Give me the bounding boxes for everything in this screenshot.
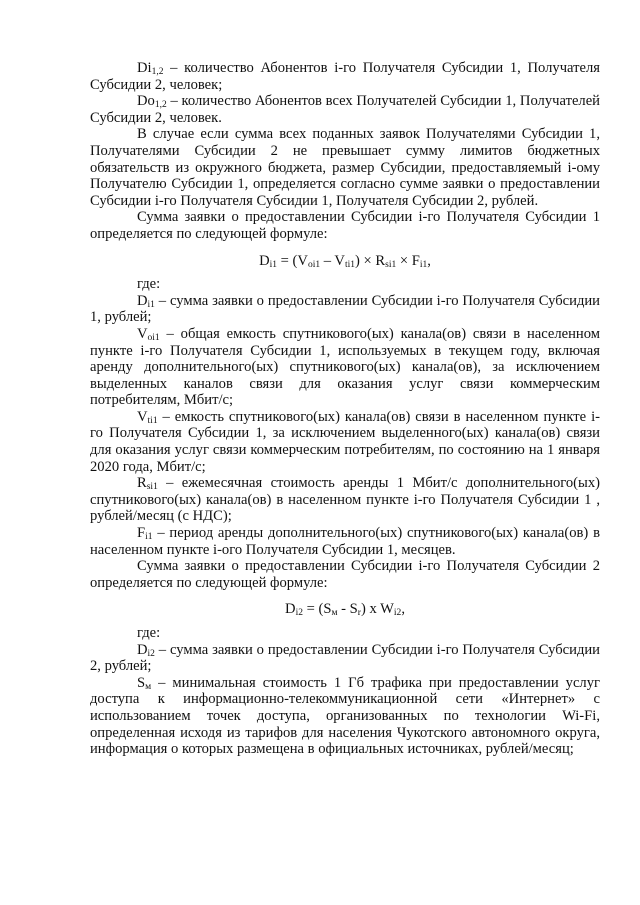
formula-subscript: м xyxy=(331,608,338,619)
formula-part: - S xyxy=(337,601,358,618)
paragraph-formula1-intro: Сумма заявки о предоставлении Субсидии i-го Получателя Субсидии 1 определяется по следующей формуле: xyxy=(90,209,600,242)
symbol-subscript: oi1 xyxy=(147,332,160,343)
formula-subsidy-2 xyxy=(90,601,600,618)
document-page xyxy=(90,60,600,758)
formula-part: – V xyxy=(320,252,345,269)
paragraph-rsi1-definition xyxy=(90,475,600,525)
formula-part: ) x W xyxy=(360,601,394,618)
where-label: где: xyxy=(137,276,161,293)
formula-subscript: r xyxy=(357,608,361,619)
formula-subscript: si1 xyxy=(385,259,397,270)
paragraph-di2-definition xyxy=(90,642,600,675)
paragraph-voi1-definition xyxy=(90,326,600,409)
definition-text: – общая емкость спутникового(ых) канала(ов) связи в населенном пункте i-го Получателя Субсидии 1, используемых в текущем году, включая аренду дополнительного(ых) спутникового(ых) канала(ов), за исключением выделенных каналов связи для оказания услуг связи коммерческим потребителям, Мбит/с; xyxy=(90,325,600,409)
where-label: где: xyxy=(137,625,161,641)
symbol: F xyxy=(137,525,146,542)
formula-subscript: i2 xyxy=(295,608,303,619)
paragraph-budget-condition: В случае если сумма всех поданных заявок Получателями Субсидии 1, Получателями Субсидии 2 не превышает сумму лимитов бюджетных обязательств из окружного бюджета, размер Субсидии, предоставляемый i-ому Получателю Субсидии 1, определяется согласно сумме заявки о предоставлении Субсидии i-го Получателя Субсидии 1, Получателя Субсидии 2, рублей. xyxy=(90,126,600,209)
symbol: D xyxy=(137,292,148,309)
symbol-subscript: ti1 xyxy=(147,415,158,426)
paragraph-di-definition xyxy=(90,60,600,93)
formula-part: = (V xyxy=(277,252,308,269)
definition-text: – количество Абонентов всех Получателей Субсидии 1, Получателей Субсидии 2, человек. xyxy=(90,93,600,126)
definition-text: – период аренды дополнительного(ых) спутникового(ых) канала(ов) в населенном пункте i-ого Получателя Субсидии 1, месяцев. xyxy=(90,525,600,558)
paragraph-sm-definition xyxy=(90,675,600,758)
symbol-subscript: 1,2 xyxy=(151,67,164,77)
definition-text: – сумма заявки о предоставлении Субсидии i-го Получателя Субсидии 1, рублей; xyxy=(90,292,600,326)
definition-text: – ежемесячная стоимость аренды 1 Мбит/с дополнительного(ых) спутникового(ых) канала(ов) в населенном пункте i-го Получателя Субсидии 1 , рублей/месяц (с НДС); xyxy=(90,475,600,525)
symbol: V xyxy=(137,408,148,425)
paragraph-fi1-definition xyxy=(90,525,600,558)
symbol-subscript: i1 xyxy=(147,299,155,310)
symbol-subscript: si1 xyxy=(146,482,158,493)
symbol-subscript: i1 xyxy=(145,532,153,543)
symbol-subscript: м xyxy=(145,681,152,692)
paragraph-formula2-intro: Сумма заявки о предоставлении Субсидии i-го Получателя Субсидии 2 определяется по следующей формуле: xyxy=(90,558,600,591)
formula-subsidy-1 xyxy=(90,253,600,270)
formula-part: D xyxy=(259,252,270,269)
formula-subscript: ti1 xyxy=(344,259,355,270)
symbol: Do xyxy=(137,93,155,110)
symbol: V xyxy=(137,325,148,342)
definition-text: – минимальная стоимость 1 Гб трафика при предоставлении услуг доступа к информационно-телекоммуникационной сети «Интернет» с использованием точек доступа, организованных по технологии Wi-Fi, определенная исходя из тарифов для населения Чукотского автономного округа, информация о которых размещена в официальных источниках, рублей/месяц; xyxy=(90,674,600,758)
symbol: D xyxy=(137,641,148,658)
definition-text: – сумма заявки о предоставлении Субсидии i-го Получателя Субсидии 2, рублей; xyxy=(90,641,600,675)
paragraph-di1-definition xyxy=(90,293,600,326)
formula-part: × F xyxy=(396,252,420,269)
formula-part: , xyxy=(401,601,405,618)
formula-subscript: i2 xyxy=(393,608,402,619)
definition-text: – количество Абонентов i-го Получателя Субсидии 1, Получателя Субсидии 2, человек; xyxy=(90,60,600,93)
paragraph-do-definition xyxy=(90,93,600,126)
formula-subscript: oi1 xyxy=(307,259,321,270)
symbol: S xyxy=(137,674,146,691)
formula-subscript: i1 xyxy=(269,259,278,270)
symbol-subscript: i2 xyxy=(147,648,155,659)
formula-part: ) × R xyxy=(355,252,386,269)
formula-part: , xyxy=(427,252,431,269)
symbol-subscript: 1,2 xyxy=(154,100,167,111)
symbol: R xyxy=(137,475,147,492)
symbol: Di xyxy=(137,60,152,76)
paragraph-vti1-definition xyxy=(90,409,600,475)
definition-text: – емкость спутникового(ых) канала(ов) связи в населенном пункте i-го Получателя Субсидии 1, за исключением выделенного(ых) канала(ов) связи для оказания услуг связи коммерческим потребителям, по состоянию на 1 января 2020 года, Мбит/с; xyxy=(90,408,600,475)
formula-part: = (S xyxy=(302,601,332,618)
formula-part: D xyxy=(285,601,296,618)
formula-subscript: i1 xyxy=(419,259,428,270)
